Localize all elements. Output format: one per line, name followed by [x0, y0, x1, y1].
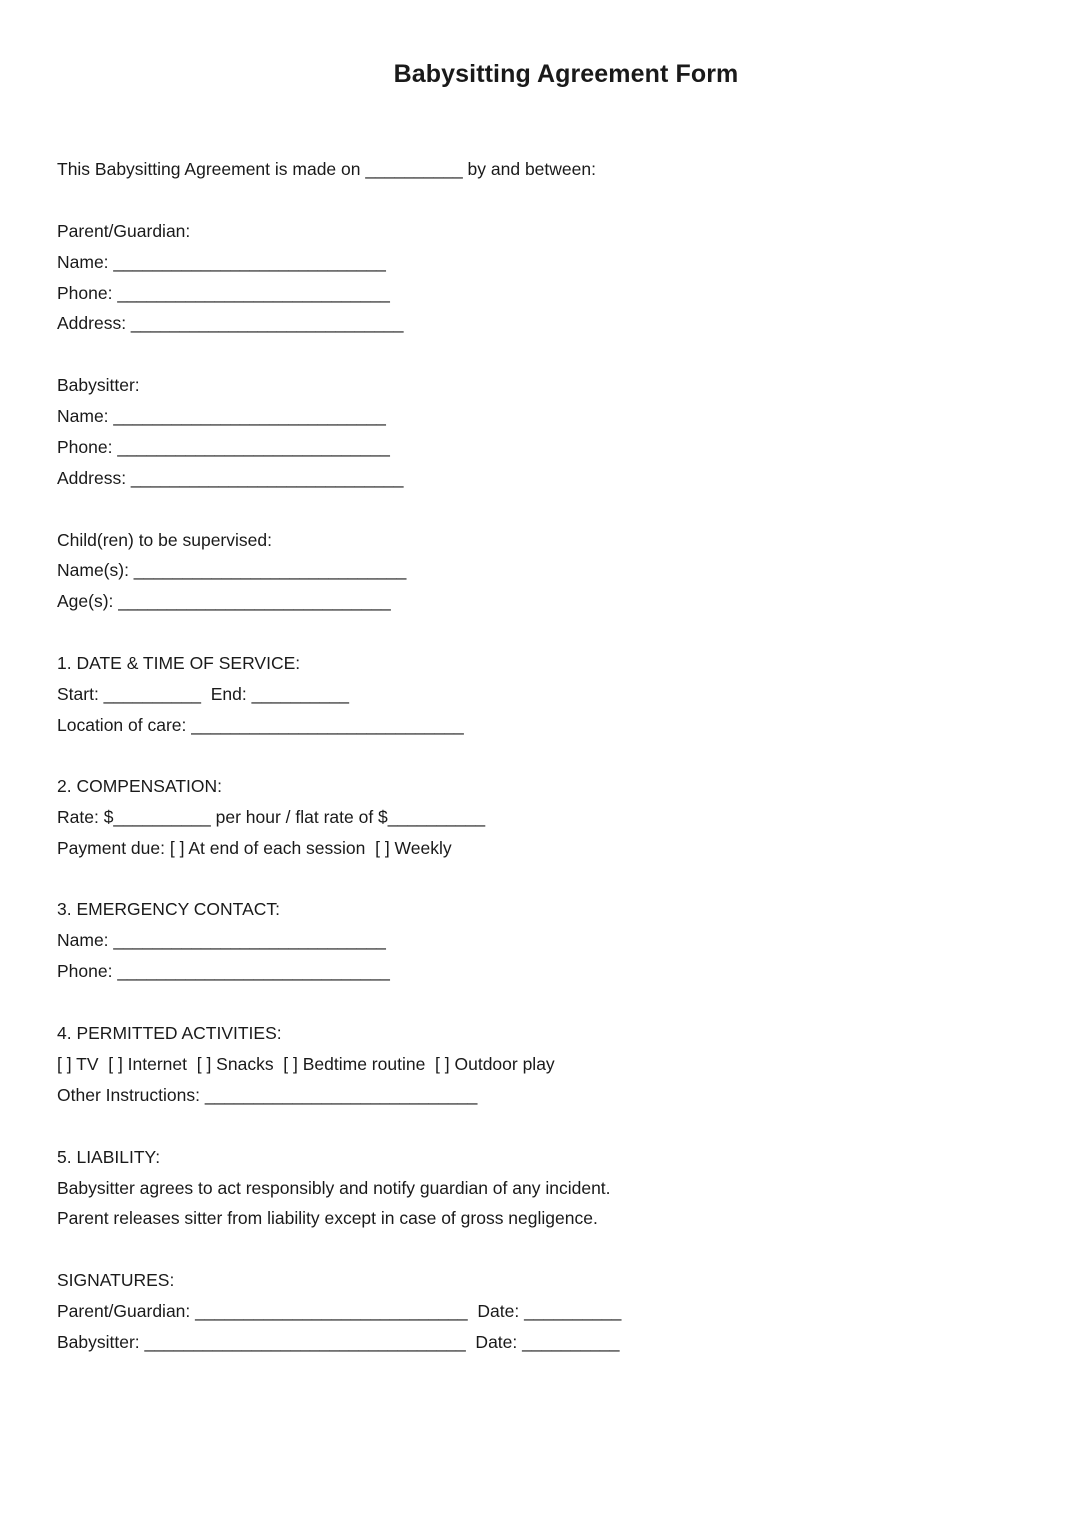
liability-text-1: Babysitter agrees to act responsibly and notify guardian of any incident. [57, 1178, 611, 1198]
section-emergency-heading: 3. EMERGENCY CONTACT: [57, 899, 280, 919]
document-title: Babysitting Agreement Form [393, 60, 739, 88]
section-liability-heading: 5. LIABILITY: [57, 1147, 161, 1167]
liability-text-2: Parent releases sitter from liability except in case of gross negligence. [57, 1208, 598, 1228]
intro-line: This Babysitting Agreement is made on __________ by and between: [57, 159, 596, 179]
parent-name-field[interactable]: Name: ____________________________ [57, 252, 386, 272]
activities-checkboxes[interactable]: [ ] TV [ ] Internet [ ] Snacks [ ] Bedtime routine [ ] Outdoor play [57, 1054, 555, 1074]
babysitter-phone-field[interactable]: Phone: ____________________________ [57, 437, 390, 457]
babysitter-signature-line[interactable]: Babysitter: _________________________________ Date: __________ [57, 1332, 620, 1352]
signatures-heading: SIGNATURES: [57, 1270, 175, 1290]
start-end-fields[interactable]: Start: __________ End: __________ [57, 684, 349, 704]
babysitter-address-field[interactable]: Address: ____________________________ [57, 468, 404, 488]
parent-address-field[interactable]: Address: ____________________________ [57, 313, 404, 333]
parent-heading: Parent/Guardian: [57, 221, 191, 241]
children-ages-field[interactable]: Age(s): ____________________________ [57, 591, 391, 611]
emergency-name-field[interactable]: Name: ____________________________ [57, 930, 386, 950]
location-field[interactable]: Location of care: ____________________________ [57, 715, 464, 735]
parent-signature-line[interactable]: Parent/Guardian: ____________________________ Date: __________ [57, 1301, 622, 1321]
other-instructions-field[interactable]: Other Instructions: ____________________________ [57, 1085, 478, 1105]
emergency-phone-field[interactable]: Phone: ____________________________ [57, 961, 390, 981]
payment-due-options[interactable]: Payment due: [ ] At end of each session [ ] Weekly [57, 838, 452, 858]
section-date-time-heading: 1. DATE & TIME OF SERVICE: [57, 653, 301, 673]
parent-phone-field[interactable]: Phone: ____________________________ [57, 283, 390, 303]
children-heading: Child(ren) to be supervised: [57, 530, 272, 550]
rate-field[interactable]: Rate: $__________ per hour / flat rate of $__________ [57, 807, 486, 827]
babysitter-name-field[interactable]: Name: ____________________________ [57, 406, 386, 426]
babysitter-heading: Babysitter: [57, 375, 140, 395]
children-names-field[interactable]: Name(s): ____________________________ [57, 560, 407, 580]
section-activities-heading: 4. PERMITTED ACTIVITIES: [57, 1023, 282, 1043]
section-compensation-heading: 2. COMPENSATION: [57, 776, 222, 796]
